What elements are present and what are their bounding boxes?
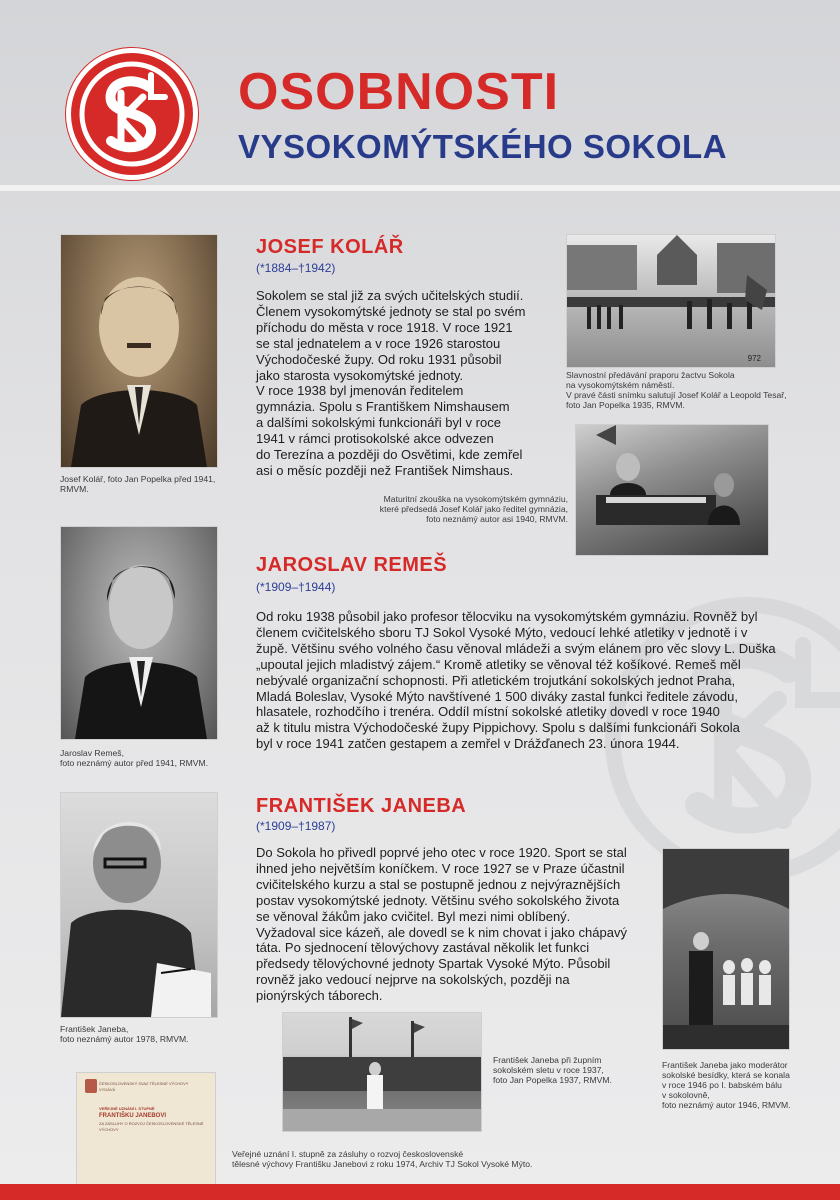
- party-scene-icon: [663, 849, 789, 1049]
- portrait-caption-janeba: František Janeba, foto neznámý autor 1978, RMVM.: [60, 1024, 189, 1044]
- portrait-caption-remes: Jaroslav Remeš, foto neznámý autor před 1941, RMVM.: [60, 748, 209, 768]
- footer-accent-bar: [0, 1184, 840, 1200]
- person-dates-kolar: (*1884–†1942): [256, 261, 336, 275]
- sokol-logo: [66, 48, 198, 180]
- caption-flag-ceremony: Slavnostní předávání praporu žactvu Sokola na vysokomýtském náměstí. V pravé části snímku salutují Josef Kolář a Leopold Tesař, foto Jan Popelka 1935, RMVM.: [566, 370, 787, 410]
- photo-graduation-exam: [575, 424, 769, 556]
- person-silhouette-icon: [61, 235, 217, 467]
- portrait-josef-kolar: [60, 234, 218, 468]
- person-name-janeba: FRANTIŠEK JANEBA: [256, 795, 467, 817]
- page-subtitle: VYSOKOMÝTSKÉHO SOKOLA: [238, 128, 728, 165]
- header-divider: [0, 185, 840, 191]
- person-name-kolar: JOSEF KOLÁŘ: [256, 236, 404, 258]
- portrait-caption-kolar: Josef Kolář, foto Jan Popelka před 1941, RMVM.: [60, 474, 216, 494]
- rally-scene-icon: [283, 1013, 481, 1131]
- portrait-frantisek-janeba: [60, 792, 218, 1018]
- photo-district-rally: [282, 1012, 482, 1132]
- caption-sokol-party: František Janeba jako moderátor sokolské besídky, která se konala v roce 1946 po I. babském bálu v sokolovně, foto neznámý autor 1946, RMVM.: [662, 1060, 791, 1110]
- person-bio-kolar: Sokolem se stal již za svých učitelských studií. Členem vysokomýtské jednoty se stal po svém příchodu do města v roce 1918. V roce 1921 se stal jednatelem a v roce 1926 starostou Východočeské župy. Od roku 1931 působil jako starosta vysokomýtské jednoty. V roce 1938 byl jmenován ředitelem gymnázia. Spolu s Františkem Nimshausem a dalšími sokolskými funkcionáři byl v roce 1941 v rámci protisokolské akce odvezen do Terezína a později do Osvětimi, kde zemřel asi o měsíc později než František Nimshaus.: [256, 288, 526, 478]
- person-bio-remes: Od roku 1938 působil jako profesor tělocviku na vysokomýtském gymnáziu. Rovněž byl členem cvičitelského sboru TJ Sokol Vysoké Mýto, vedoucí lehké atletiky v jednotě i v župě. Většinu svého volného času věnoval mládeži a svým elánem pro věc slovy L. Duška „upoutal jejich mladistvý zájem.“ Kromě atletiky se věnoval též košíkové. Remeš měl nebývalé organizační schopnosti. Při atletickém trojutkání sokolských jednot Praha, Mladá Boleslav, Vysoké Mýto navštívené 1 500 diváky zastal funkci ředitele závodu, hlasatele, rozhodčího i trenéra. Oddíl místní sokolské atletiky dovedl v roce 1940 až k titulu mistra Východočeské župy Pippichovy. Spolu s dalšími funkcionáři Sokola byl v roce 1941 zatčen gestapem a zemřel v Drážďanech 23. února 1944.: [256, 609, 776, 752]
- certificate-text: ČESKOSLOVENSKÝ SVAZ TĚLESNÉ VÝCHOVY VYDÁVÁ VEŘEJNÉ UZNÁNÍ I. STUPNĚ FRANTIŠKU JANEBOVI ZA ZÁSLUHY O ROZVOJ ČESKOSLOVENSKÉ TĚLESNÉ VÝCHOVY: [99, 1081, 204, 1132]
- person-dates-remes: (*1909–†1944): [256, 580, 336, 594]
- person-silhouette-icon: [61, 527, 217, 739]
- caption-district-rally: František Janeba při župním sokolském sletu v roce 1937, foto Jan Popelka 1937, RMVM.: [493, 1055, 612, 1085]
- photo-flag-ceremony: [566, 234, 776, 368]
- caption-graduation-exam: Maturitní zkouška na vysokomýtském gymnáziu, které předsedá Josef Kolář jako ředitel gymnázia, foto neznámý autor asi 1940, RMVM.: [379, 494, 568, 524]
- exam-scene-icon: [576, 425, 768, 555]
- page-title: OSOBNOSTI: [238, 63, 560, 121]
- photo-recognition-certificate: [76, 1072, 216, 1186]
- square-scene-icon: [567, 235, 775, 367]
- person-dates-janeba: (*1909–†1987): [256, 819, 336, 833]
- person-writing-icon: [61, 793, 217, 1017]
- person-name-remes: JAROSLAV REMEŠ: [256, 554, 448, 576]
- photo-sokol-party: [662, 848, 790, 1050]
- portrait-jaroslav-remes: [60, 526, 218, 740]
- caption-recognition-certificate: Veřejné uznání I. stupně za zásluhy o rozvoj československé tělesné výchovy Františku Janebovi z roku 1974, Archiv TJ Sokol Vysoké Mýto.: [232, 1149, 533, 1169]
- sokol-monogram-icon: [71, 53, 193, 175]
- person-bio-janeba: Do Sokola ho přivedl poprvé jeho otec v roce 1920. Sport se stal ihned jeho největším koníčkem. V roce 1927 se v Praze účastnil cvičitelského kurzu a stal se postupně jednou z nejvýraznějších postav vysokomýtské jednoty. Většinu svého sokolského života se věnoval žákům jako cvičitel. Byl mezi nimi oblíbený. Vyžadoval sice kázeň, ale dovedl se k nim chovat i jako chápavý táta. Po sjednocení tělovýchovy zastával několik let funkci předsedy tělovýchovné jednoty Spartak Vysoké Mýto. Působil rovněž jako vedoucí nejprve na sokolských, později na pionýrských táborech.: [256, 845, 627, 1004]
- photo-number-mark: 972: [747, 354, 761, 363]
- emblem-icon: [85, 1079, 97, 1093]
